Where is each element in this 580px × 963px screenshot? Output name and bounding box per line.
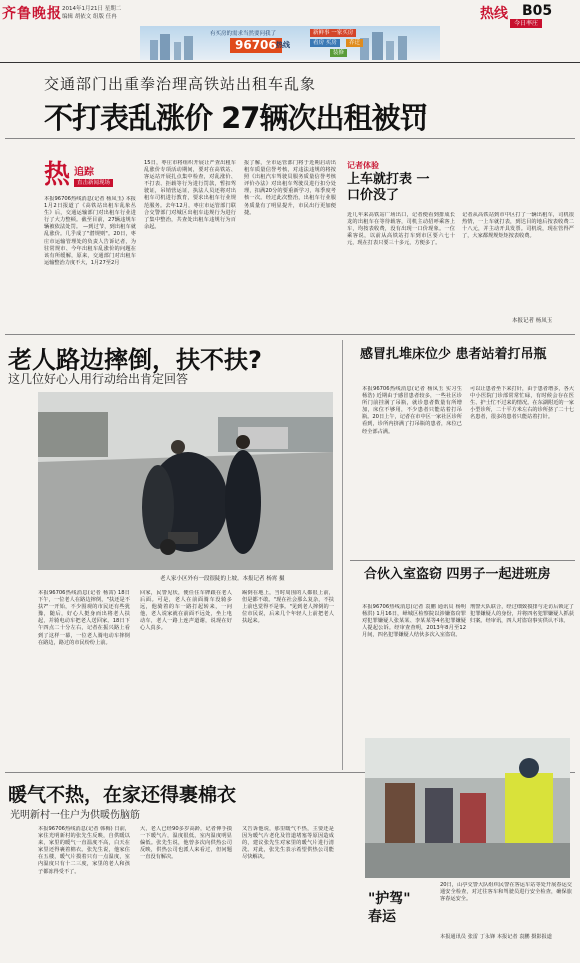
banner-tag-1: 新鲜事 一家买房 (310, 29, 356, 37)
badge-big-char: 热 (44, 160, 71, 190)
story4-headline: 合伙入室盗窃 四男子一起进班房 (364, 567, 551, 582)
story3-col1: 本报96706热线消息(记者 杨凤玉 实习生 杨浩) 近期由于感冒患者较多，一些社区诊所门前挂满了吊瓶，就诊患者数量有所增加，床位不够用，不少患者只能站着打吊瓶。20日上午，记者在市中区一家社区诊所看到，诊所内挤满了打吊瓶的患者，床位已经全部占满。 (362, 386, 462, 435)
page-number: B05 (522, 3, 553, 19)
story2-photo-caption: 老人家小区外有一段很陡的上坡。本报记者 杨霄 摄 (160, 576, 285, 582)
story6-caption: 20日，山亭交警大队组织民警在客运车站等处开展春运交通安全检查，对过往客车和驾驶员进行安全检查，确保旅客春运安全。 (440, 882, 572, 903)
story5-subhead: 光明新村一住户为供暖伤脑筋 (10, 810, 140, 821)
story1-kicker: 交通部门出重拳治理高铁站出租车乱象 (44, 75, 317, 93)
story1-col2: 15日，枣庄市将组织开展让严查出租车乱涨价专项活动期间，要对在高铁站、客运站开展扎点集中检查，对乱涨价、不打表、拒载等行为进行罚款，暂扣驾驶证，吊销营运证，执法人员还将对出租车司机进行教育，要求出租车行业规范服务。去年12月，枣庄市运管部门联合交警部门对城区出租车违规行为进行了集中整治，共查处出租车违规行为百余起。 (144, 160, 236, 230)
story2-subhead: 这几位好心人用行动给出肯定回答 (8, 372, 189, 386)
badge-tag: 直击新闻现场 (74, 179, 113, 187)
story6-photo (365, 738, 570, 878)
story2-photo (38, 392, 333, 570)
story2-col3: 踢倒在地上，当时周围的人都很上前，但是都不敢。"现在社会那么复杂，不扶上前也觉得不是事。"见到老人摔倒的一位市民说，后来几个年轻人上前把老人扶起来。 (242, 590, 334, 625)
city-skyline (140, 26, 440, 60)
banner-slogan: 有买房的需求当然要问我了 (210, 31, 277, 37)
story1-col1: 本报96706热线消息(记者 杨凤玉) 本报1月2日报道了《高铁站出租车乱象丛生》后，交通运输部门对出租车行业进行了大力整顿。截至目前，27辆违规车辆被依法处罚。 —到过节，到出租车就乱涨价。几乎成了"潜规则"。20日，枣庄市运输管理处的负责人告诉记者，为驻常规市、今年出租车乱涨价的问题在该有所缓解，原来，交通部门对出租车运输整治力度不大，1月27至2月 (44, 196, 136, 266)
banner-hotline-label: 热线 (276, 41, 290, 49)
banner-tag-4: 装修 (330, 49, 347, 57)
banner-tag-2: 看房 买房 (310, 39, 340, 47)
story1-sub-kicker: 记者体验 (347, 161, 379, 170)
badge-sub: 追踪 (74, 167, 94, 178)
story5-col3: 又告诉他说，那里暖气不热，主要还是因为暖气片老化及管道堵塞等原因造成的，建议张先生对家里的暖气片进行清洗。对此，张先生表示希望供热公司能尽快解决。 (242, 826, 334, 861)
story1-badge (44, 160, 134, 194)
editors-line: 编辑 胡依文 组版 任冉 (62, 14, 117, 20)
story1-col4: 近几年来高铁站广场出口，记者便看到排成长龙的出租车在等待载客，司机主动招呼乘客上车，均按表收费，没有出现一口价现象。一位乘客说，以前从高铁站打车到市区要六七十元，现在打表只要三十多元，方便多了。 (347, 212, 455, 247)
story2-col1: 本报96706热线消息(记者 杨霄) 18日下午，一位老人在路边摔倒，"扶还是不扶?"一开始，不少围观的市民还有些犹豫，随后，好心人挺身而出将老人扶起，并骑电动车把老人送回家。18日下午四点二十分左右，记者在振兴路上看到了这样一幕，一位老人骑电动车摔倒在路边，路过的市民纷纷上前。 (38, 590, 130, 646)
story4-col1: 本报96706热线消息(记者 袁鹏 通讯员 杨明 杨洪) 1月16日，峄城区检察院以涉嫌盗窃罪对犯罪嫌疑人张某某、李某某等4名犯罪嫌疑人提起公诉。经审查查明，2013年8月至12月间，四名犯罪嫌疑人结伙多次入室盗窃。 (362, 604, 466, 639)
story1-headline: 不打表乱涨价 27辆次出租被罚 (44, 101, 428, 135)
subsection-label: 今日率庄 (510, 19, 542, 28)
bus-inspection-image (365, 738, 570, 878)
story4-col2: 刑警大队联合，经过细致摸排与走访后锁定了犯罪嫌疑人的身份，并将四名犯罪嫌疑人抓获归案。经审讯，四人对盗窃事实供认不讳。 (470, 604, 574, 625)
story5-col2: 大，老人已经90多岁高龄，记者伸手摸一下暖气片，温度很低，室内温度明显偏低。张先生说，他曾多次向供热公司反映，供热公司也派人来看过，但问题一直没有解决。 (140, 826, 232, 861)
issue-date: 2014年1月21日 星期二 (62, 6, 122, 12)
section-title: 热线 (480, 6, 508, 22)
newspaper-logo: 齐鲁晚报 (2, 6, 62, 22)
story5-headline: 暖气不热，在家还得裹棉衣 (8, 784, 237, 806)
story5-col1: 本报96706热线消息(记者 韩梅) 日前，家住光明新村的张先生反映，自供暖以来，家里的暖气一直温度不高，白天在家里还得裹着棉衣。张先生说，他家住在五楼，暖气片摸着只有一点温度，室内温度只有十二三度，家里的老人和孩子都冻得受不了。 (38, 826, 130, 875)
story1-col5: 记者从高铁站到市中区打了一辆出租车，司机很热情，一上车就打表，到达目的地后按表收费二十八元，并主动开具发票。司机说，现在管得严了，大家都规规矩矩按表收费。 (462, 212, 574, 240)
story6-credit: 本报通讯员 张雷 丁永锋 本报记者 袁鹏 摄影报道 (440, 934, 552, 940)
story1-sub-head: 上车就打表 一口价没了 (347, 172, 430, 203)
story3-col2: 可以让患者坐下来打针，由于患者增多，各大中小医院门诊部常常忙碌，有时候会存在医生、护士忙不过来的情况。在东湖附近的一家小型诊所，二十平方米左右的诊所挤了二十七名患者，很多的患者只能站着打针。 (470, 386, 574, 421)
story3-headline: 感冒扎堆床位少 患者站着打吊瓶 (360, 347, 547, 362)
story2-headline: 老人路边摔倒，扶不扶? (8, 346, 262, 374)
hotline-banner (140, 26, 440, 60)
banner-tag-3: 乔迁 (346, 39, 363, 47)
story1-col3: 报了解，全市运管部门将于近期启动出租车质量信誉考核，对违法违规的将按照《出租汽车驾驶员服务质量信誉考核评价办法》对出租车驾驶员进行扣分处理，扣满20分的要重新学习，每季度考核一次。经过此次整治，出租车行业服务质量有了明显提升，市民出行更加便捷。 (244, 160, 336, 216)
story6-headline: "护驾" 春运 (368, 891, 411, 925)
banner-hotline: 96706 (230, 38, 282, 53)
story2-col2: 回家，民警见状，便任住车牌跟在老人后面。可是，老人在前面骑车没骑多远，他骑着的车一路打起转来，一问他，老人说家就在前面不远处，坐上电动车，老人一路上连声道谢，说现在好心人真多。 (140, 590, 232, 632)
street-scene-image (38, 392, 333, 570)
story1-byline: 本报记者 杨凤玉 (512, 318, 553, 324)
